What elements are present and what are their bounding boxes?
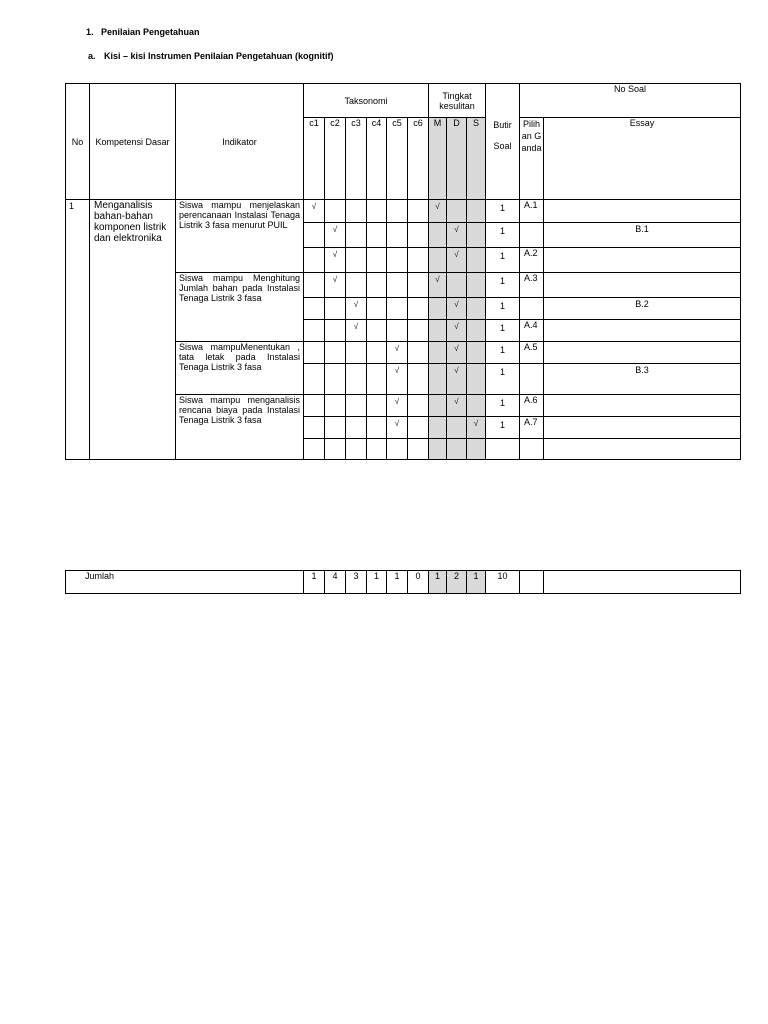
cell-S [466,438,486,460]
jumlah-c5: 1 [386,570,408,594]
cell-c3 [345,247,367,273]
cell-c5 [386,272,408,298]
check-mark: √ [324,247,346,273]
row-number: 1 [65,199,90,460]
check-mark: √ [386,363,408,395]
cell-M [428,222,447,248]
header-no-soal: No Soal [519,83,741,118]
check-mark: √ [446,222,467,248]
cell-c1 [303,319,325,342]
cell-M [428,416,447,439]
kompetensi-dasar: Menganalisis bahan-bahan komponen listrik dan elektronika [89,199,176,460]
header-butir-label: Butir [493,120,512,130]
header-indikator: Indikator [175,83,304,200]
check-mark: √ [446,341,467,364]
cell-S [466,247,486,273]
pilihan-ganda: A.2 [519,247,544,273]
cell-c5 [386,438,408,460]
cell-c4 [366,247,387,273]
cell-c6 [407,222,429,248]
essay [543,416,741,439]
header-level-c5: c5 [386,117,408,200]
cell-c3 [345,438,367,460]
essay [543,341,741,364]
cell-c3 [345,363,367,395]
header-difficulty-M: M [428,117,447,200]
cell-c3 [345,222,367,248]
header-tingkat-kesulitan: Tingkat kesulitan [428,83,486,118]
butir-soal: 1 [485,272,520,298]
check-mark: √ [386,341,408,364]
check-mark: √ [345,297,367,320]
butir-soal: 1 [485,319,520,342]
jumlah-c6: 0 [407,570,429,594]
essay [543,438,741,460]
cell-c6 [407,272,429,298]
check-mark: √ [303,199,325,223]
cell-c1 [303,222,325,248]
cell-c2 [324,438,346,460]
cell-c2 [324,319,346,342]
header-kompetensi-dasar: Kompetensi Dasar [89,83,176,200]
cell-c3 [345,272,367,298]
essay: B.1 [543,222,741,248]
cell-c6 [407,297,429,320]
cell-c4 [366,297,387,320]
cell-c6 [407,438,429,460]
cell-c4 [366,199,387,223]
indikator-2: Siswa mampu Menghitung Jumlah bahan pada Instalasi Tenaga Listrik 3 fasa [175,272,304,342]
section-number: 1. [86,27,94,37]
check-mark: √ [446,319,467,342]
header-difficulty-D: D [446,117,467,200]
butir-soal: 1 [485,247,520,273]
cell-S [466,363,486,395]
cell-c1 [303,272,325,298]
section-title: Penilaian Pengetahuan [101,27,200,37]
cell-c6 [407,363,429,395]
cell-c1 [303,297,325,320]
cell-c1 [303,394,325,417]
butir-soal: 1 [485,199,520,223]
check-mark: √ [386,394,408,417]
cell-c3 [345,341,367,364]
cell-M [428,394,447,417]
header-soal-label: Soal [493,141,512,151]
cell-S [466,199,486,223]
cell-M [428,363,447,395]
butir-soal: 1 [485,341,520,364]
check-mark: √ [428,199,447,223]
pilihan-ganda: A.4 [519,319,544,342]
cell-c5 [386,247,408,273]
pilihan-ganda [519,222,544,248]
subsection-number: a. [88,51,96,61]
cell-c1 [303,416,325,439]
butir-soal: 1 [485,297,520,320]
cell-c4 [366,394,387,417]
cell-D [446,199,467,223]
cell-M [428,341,447,364]
cell-c4 [366,341,387,364]
pilihan-ganda: A.3 [519,272,544,298]
check-mark: √ [446,394,467,417]
check-mark: √ [466,416,486,439]
cell-c5 [386,222,408,248]
jumlah-essay [543,570,741,594]
check-mark: √ [428,272,447,298]
jumlah-S: 1 [466,570,486,594]
cell-c6 [407,394,429,417]
header-butir-lower [485,117,520,200]
header-level-c3: c3 [345,117,367,200]
cell-S [466,341,486,364]
check-mark: √ [345,319,367,342]
jumlah-c2: 4 [324,570,346,594]
cell-c6 [407,319,429,342]
pilihan-ganda [519,297,544,320]
indikator-3: Siswa mampuMenentukan , tata letak pada Instalasi Tenaga Listrik 3 fasa [175,341,304,395]
check-mark: √ [446,247,467,273]
header-level-c4: c4 [366,117,387,200]
jumlah-label: Jumlah [65,570,304,594]
cell-c3 [345,394,367,417]
essay [543,394,741,417]
cell-c2 [324,416,346,439]
cell-c2 [324,363,346,395]
cell-S [466,222,486,248]
cell-S [466,272,486,298]
jumlah-c3: 3 [345,570,367,594]
header-difficulty-S: S [466,117,486,200]
pilihan-ganda: A.5 [519,341,544,364]
cell-c4 [366,438,387,460]
pilihan-ganda: A.7 [519,416,544,439]
cell-c5 [386,319,408,342]
cell-c6 [407,341,429,364]
cell-c2 [324,199,346,223]
cell-c1 [303,363,325,395]
cell-c6 [407,199,429,223]
indikator-4: Siswa mampu menganalisis rencana biaya pada Instalasi Tenaga Listrik 3 fasa [175,394,304,460]
header-level-c2: c2 [324,117,346,200]
cell-c5 [386,297,408,320]
cell-c1 [303,341,325,364]
cell-M [428,438,447,460]
cell-c4 [366,416,387,439]
essay [543,199,741,223]
jumlah-pilihan-ganda [519,570,544,594]
header-no: No [65,83,90,200]
butir-soal [485,438,520,460]
jumlah-c4: 1 [366,570,387,594]
cell-c4 [366,222,387,248]
cell-S [466,319,486,342]
essay [543,247,741,273]
cell-c5 [386,199,408,223]
pilihan-ganda [519,438,544,460]
butir-soal: 1 [485,394,520,417]
butir-soal: 1 [485,416,520,439]
cell-c1 [303,438,325,460]
check-mark: √ [324,272,346,298]
essay: B.3 [543,363,741,395]
jumlah-M: 1 [428,570,447,594]
jumlah-butir: 10 [485,570,520,594]
cell-c2 [324,341,346,364]
cell-D [446,416,467,439]
cell-c2 [324,394,346,417]
header-taksonomi: Taksonomi [303,83,429,118]
check-mark: √ [386,416,408,439]
cell-D [446,438,467,460]
header-pilihan-ganda: Pilihan Ganda [519,117,544,200]
essay [543,319,741,342]
essay: B.2 [543,297,741,320]
jumlah-D: 2 [446,570,467,594]
header-essay: Essay [543,117,741,200]
cell-c3 [345,416,367,439]
butir-soal: 1 [485,363,520,395]
cell-c6 [407,247,429,273]
pilihan-ganda: A.6 [519,394,544,417]
pilihan-ganda: A.1 [519,199,544,223]
cell-S [466,297,486,320]
cell-M [428,319,447,342]
cell-D [446,272,467,298]
cell-c2 [324,297,346,320]
cell-c3 [345,199,367,223]
cell-M [428,247,447,273]
cell-c1 [303,247,325,273]
cell-c6 [407,416,429,439]
header-level-c1: c1 [303,117,325,200]
cell-c4 [366,272,387,298]
check-mark: √ [324,222,346,248]
check-mark: √ [446,363,467,395]
butir-soal: 1 [485,222,520,248]
cell-M [428,297,447,320]
essay [543,272,741,298]
jumlah-c1: 1 [303,570,325,594]
cell-c4 [366,363,387,395]
pilihan-ganda [519,363,544,395]
header-level-c6: c6 [407,117,429,200]
indikator-1: Siswa mampu menjelaskan perencanaan Instalasi Tenaga Listrik 3 fasa menurut PUIL [175,199,304,273]
cell-S [466,394,486,417]
subsection-title: Kisi – kisi Instrumen Penilaian Pengetahuan (kognitif) [104,51,334,61]
cell-c4 [366,319,387,342]
check-mark: √ [446,297,467,320]
